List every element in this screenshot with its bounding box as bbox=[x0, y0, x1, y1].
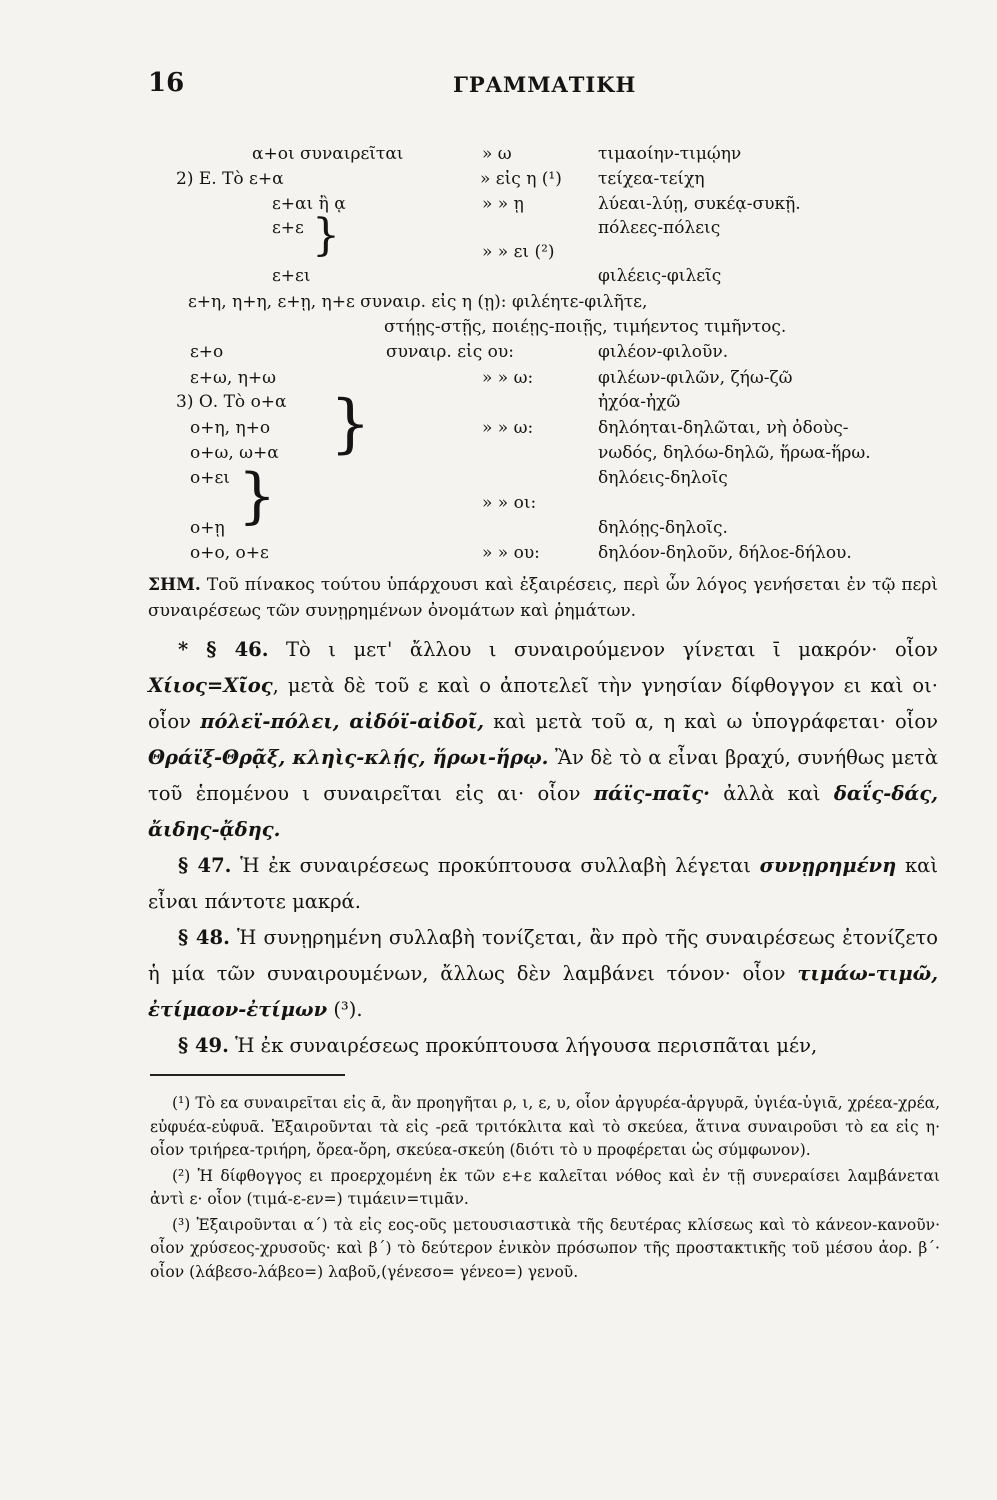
table-row-6-left: ε+ει bbox=[272, 266, 311, 286]
footnote-2: (²) Ἡ δίφθογγος ει προερχομένη ἐκ τῶν ε+ε καλεῖται νόθος καὶ ἐν τῇ συνεραίσει λαμβάνεται ἀντὶ ε· οἷον (τιμά-ε-εν=) τιμάειν=τιμᾶν. bbox=[150, 1166, 940, 1208]
example-word: πόλεϊ-πόλει, αἰδόϊ-αἰδοῖ, bbox=[200, 710, 484, 733]
table-row-12-right: δηλόηται-δηλῶται, νὴ ὀδοὺς- bbox=[598, 418, 849, 438]
table-row-10-mid: » » ω: bbox=[482, 368, 534, 388]
table-row-16-left: ο+ῃ bbox=[190, 518, 225, 538]
main-text bbox=[148, 632, 938, 1064]
section-49 bbox=[148, 1028, 938, 1064]
table-row-2-right: τείχεα-τείχη bbox=[598, 169, 705, 189]
table-row-2-left: 2) Ε. Τὸ ε+α bbox=[176, 169, 284, 189]
table-row-8: στήῃς-στῇς, ποιέῃς-ποιῇς, τιμήεντος τιμῆντος. bbox=[384, 317, 787, 337]
section-number: § 48. bbox=[178, 926, 230, 949]
table-row-1-left: α+οι συναιρεῖται bbox=[252, 144, 404, 164]
table-row-9-left: ε+ο bbox=[190, 342, 224, 362]
table-row-15-mid: » » οι: bbox=[482, 493, 537, 513]
paragraph-text: ἀλλὰ καὶ bbox=[723, 782, 821, 805]
paragraph-text: Ἂν δὲ τὸ α εἶναι βραχύ, συνήθως μετὰ τοῦ ἑπομένου ι συναιρεῖται εἰς αι· οἷον bbox=[148, 746, 939, 805]
table-row-2-mid: » εἰς η (¹) bbox=[480, 169, 562, 189]
remark-text: Τοῦ πίνακος τούτου ὑπάρχουσι καὶ ἐξαιρέσεις, περὶ ὧν λόγος γενήσεται ἐν τῷ περὶ συναιρέσεως τῶν συνῃρημένων ὀνομάτων καὶ ῥημάτων. bbox=[148, 575, 938, 621]
paragraph-text: καὶ εἶναι πάντοτε μακρά. bbox=[148, 854, 938, 913]
table-row-11-right: ἠχόα-ἠχῶ bbox=[598, 392, 681, 412]
section-number: § 47. bbox=[178, 854, 232, 877]
example-word: πάϊς-παῖς· bbox=[593, 782, 710, 805]
brace-icon: } bbox=[238, 461, 277, 531]
table-row-11-left: 3) Ο. Τὸ ο+α bbox=[176, 392, 287, 412]
section-48 bbox=[148, 920, 938, 1028]
example-word: συνῃρημένη bbox=[759, 854, 897, 877]
footnote-divider bbox=[150, 1074, 345, 1076]
paragraph-text: καὶ μετὰ τοῦ α, η καὶ ω ὑπογράφεται· οἷον bbox=[493, 710, 939, 733]
paragraph-text: (³). bbox=[333, 998, 363, 1021]
table-row-4-left: ε+ε bbox=[272, 218, 304, 238]
brace-icon: } bbox=[312, 210, 340, 261]
table-row-12-left: ο+η, η+ο bbox=[190, 418, 271, 438]
table-row-6-right: φιλέεις-φιλεῖς bbox=[598, 266, 722, 286]
section-47 bbox=[148, 848, 938, 920]
table-row-1-mid: » ω bbox=[482, 144, 512, 164]
table-row-3-right: λύεαι-λύῃ, συκέᾳ-συκῇ. bbox=[598, 194, 801, 214]
table-row-13-left: ο+ω, ω+α bbox=[190, 443, 279, 463]
table-row-17-left: ο+ο, ο+ε bbox=[190, 543, 269, 563]
footnote-1: (¹) Τὸ εα συναιρεῖται εἰς ᾱ, ἂν προηγῆται ρ, ι, ε, υ, οἷον ἀργυρέα-ἀργυρᾶ, ὑγιέα-ὑγιᾶ, χρέεα-χρέα, εὐφυέα-εὐφυᾶ. Ἐξαιροῦνται τὰ εἰς -ρεᾶ τριτόκλιτα καὶ τὸ σκεύεα, ἅτινα συναιροῦσι τὸ εα εἰς η· οἷον τριήρεα-τριήρη, ὄρεα-ὄρη, σκεύεα-σκεύη (διότι τὸ υ προφέρεται ὡς σύμφωνον). bbox=[150, 1094, 940, 1159]
example-word: Χίιος=Χῖος bbox=[148, 674, 273, 697]
table-row-1-right: τιμαοίην-τιμῴην bbox=[598, 144, 742, 164]
section-number: § 49. bbox=[178, 1034, 229, 1057]
table-row-14-right: δηλόεις-δηλοῖς bbox=[598, 468, 728, 488]
running-title: ΓΡΑΜΜΑΤΙΚΗ bbox=[453, 72, 637, 97]
example-word: τιμάω-τιμῶ, ἐτίμαον-ἐτίμων bbox=[148, 962, 938, 1021]
table-row-9-right: φιλέον-φιλοῦν. bbox=[598, 342, 729, 362]
table-row-5-mid: » » ει (²) bbox=[482, 242, 555, 262]
paragraph-text: Ἡ ἐκ συναιρέσεως προκύπτουσα λήγουσα περισπᾶται μέν, bbox=[235, 1034, 818, 1057]
table-row-10-right: φιλέων-φιλῶν, ζήω-ζῶ bbox=[598, 368, 793, 388]
brace-icon: } bbox=[330, 387, 371, 461]
example-word: Θράϊξ-Θρᾷξ, κληὶς-κλῄς, ἥρωι-ἥρῳ. bbox=[148, 746, 549, 769]
paragraph-text: , μετὰ δὲ τοῦ ε καὶ ο ἀποτελεῖ τὴν γνησίαν δίφθογγον ει καὶ οι· οἷον bbox=[148, 674, 938, 733]
paragraph-text: Ἡ ἐκ συναιρέσεως προκύπτουσα συλλαβὴ λέγεται bbox=[240, 854, 751, 877]
table-row-10-left: ε+ω, η+ω bbox=[190, 368, 277, 388]
table-row-7: ε+η, η+η, ε+ῃ, η+ε συναιρ. εἰς η (ῃ): φιλέητε-φιλῆτε, bbox=[188, 292, 648, 312]
page-header bbox=[148, 68, 938, 108]
section-number: * § 46. bbox=[178, 638, 269, 661]
remark-label: ΣΗΜ. bbox=[148, 575, 201, 595]
table-row-4-right: πόλεες-πόλεις bbox=[598, 218, 721, 238]
table-row-3-mid: » » ῃ bbox=[482, 194, 524, 214]
table-row-12-mid: » » ω: bbox=[482, 418, 534, 438]
table-row-17-right: δηλόον-δηλοῦν, δήλοε-δήλου. bbox=[598, 543, 852, 563]
example-word: δαΐς-δάς, ἄιδης-ᾄδης. bbox=[148, 782, 938, 841]
paragraph-text: Τὸ ι μετ' ἄλλου ι συναιρούμενον γίνεται ῑ μακρόν· οἷον bbox=[286, 638, 938, 661]
footnote-3: (³) Ἐξαιροῦνται α΄) τὰ εἰς εος-οῦς μετουσιαστικὰ τῆς δευτέρας κλίσεως καὶ τὸ κάνεον-κανοῦν· οἷον χρύσεος-χρυσοῦς· καὶ β΄) τὸ δεύτερον ἑνικὸν πρόσωπον τῆς προστακτικῆς τοῦ μέσου ἀορ. β΄· οἷον (λάβεσο-λάβεο=) λαβοῦ,(γένεσο= γένεο=) γενοῦ. bbox=[150, 1215, 940, 1281]
footnotes bbox=[150, 1092, 940, 1286]
remark-note bbox=[148, 572, 938, 624]
page-number: 16 bbox=[148, 68, 185, 98]
paragraph-text: Ἡ συνῃρημένη συλλαβὴ τονίζεται, ἂν πρὸ τῆς συναιρέσεως ἐτονίζετο ἡ μία τῶν συναιρουμένων, ἄλλως δὲν λαμβάνει τόνον· οἷον bbox=[148, 926, 938, 985]
table-row-3-left: ε+αι ἢ ᾳ bbox=[272, 194, 346, 214]
table-row-9-mid: συναιρ. εἰς ου: bbox=[386, 342, 514, 362]
table-row-16-right: δηλόῃς-δηλοῖς. bbox=[598, 518, 728, 538]
table-row-13-right: νωδός, δηλόω-δηλῶ, ἥρωα-ἥρω. bbox=[598, 443, 871, 463]
table-row-17-mid: » » ου: bbox=[482, 543, 540, 563]
section-46 bbox=[148, 632, 938, 848]
table-row-14-left: ο+ει bbox=[190, 468, 230, 488]
